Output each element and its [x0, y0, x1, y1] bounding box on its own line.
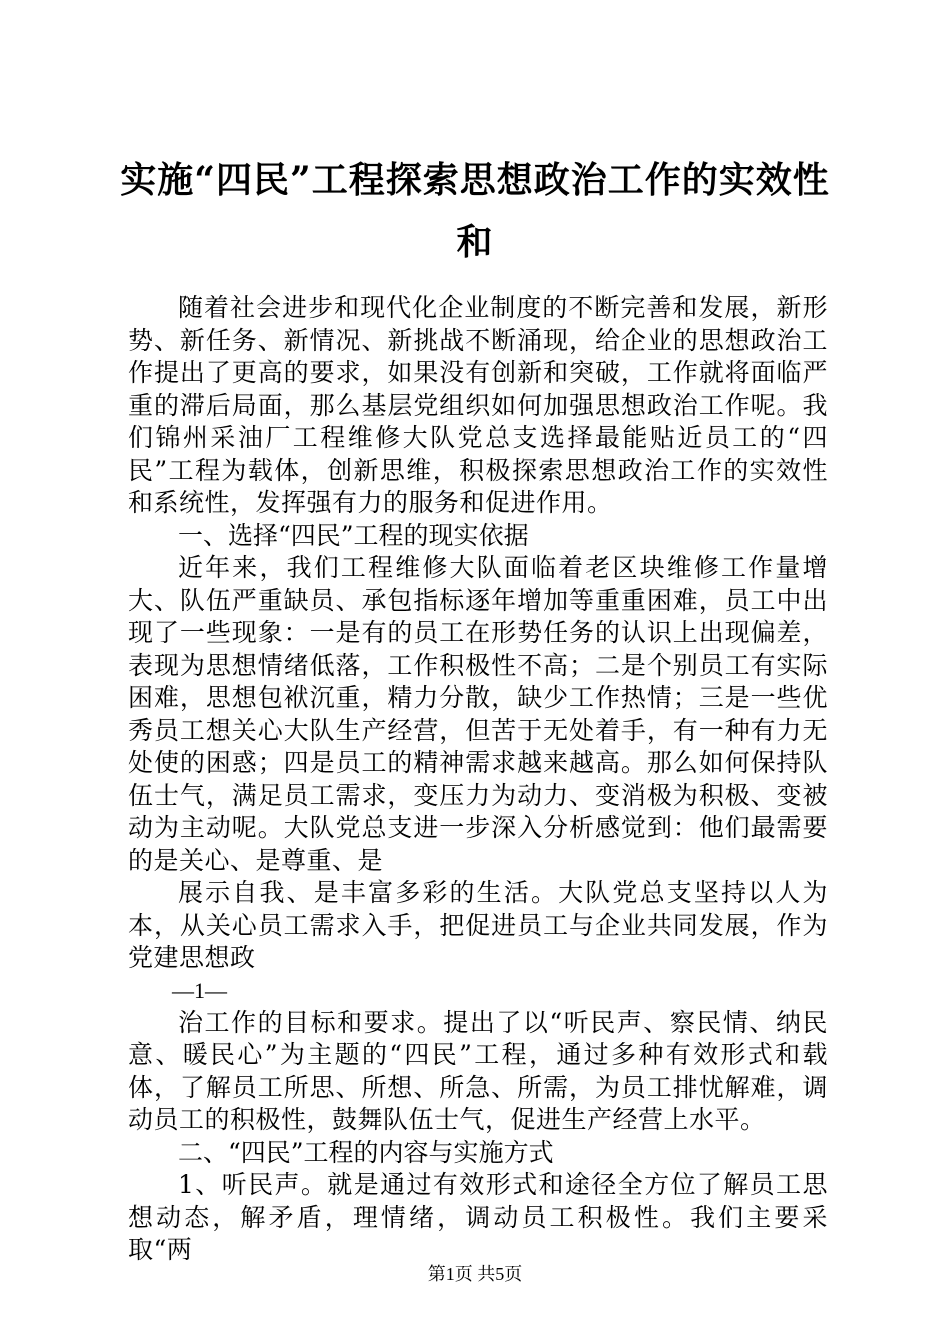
document-body — [128, 292, 828, 1267]
paragraph-needs: 展示自我、是丰富多彩的生活。大队党总支坚持以人为本，从关心员工需求入手，把促进员工与企业共同发展，作为党建思想政 — [128, 878, 828, 972]
paragraph-intro: 随着社会进步和现代化企业制度的不断完善和发展，新形势、新任务、新情况、新挑战不断涌现，给企业的思想政治工作提出了更高的要求，如果没有创新和突破，工作就将面临严重的滞后局面，那么基层党组织如何加强思想政治工作呢。我们锦州采油厂工程维修大队党总支选择最能贴近员工的“四民”工程为载体，创新思维，积极探索思想政治工作的实效性和系统性，发挥强有力的服务和促进作用。 — [128, 293, 828, 517]
page-footer: 第1页 共5页 — [427, 1264, 523, 1284]
inline-page-number: —1— — [172, 977, 227, 1003]
paragraph-background: 近年来，我们工程维修大队面临着老区块维修工作量增大、队伍严重缺员、承包指标逐年增加等重重困难，员工中出现了一些现象：一是有的员工在形势任务的认识上出现偏差，表现为思想情绪低落，工作积极性不高；二是个别员工有实际困难，思想包袱沉重，精力分散，缺少工作热情；三是一些优秀员工想关心大队生产经营，但苦于无处着手，有一种有力无处使的困惑；四是员工的精神需求越来越高。那么如何保持队伍士气，满足员工需求，变压力为动力、变消极为积极、变被动为主动呢。大队党总支进一步深入分析感觉到：他们最需要的是关心、是尊重、是 — [128, 553, 828, 875]
document-title-line-1: 实施“四民”工程探索思想政治工作的实效性 — [120, 159, 830, 201]
section-heading-1: 一、选择“四民”工程的现实依据 — [178, 520, 529, 550]
paragraph-goals: 治工作的目标和要求。提出了以“听民声、察民情、纳民意、暖民心”为主题的“四民”工程，通过多种有效形式和载体，了解员工所思、所想、所急、所需，为员工排忧解难，调动员工的积极性，鼓舞队伍士气，促进生产经营上水平。 — [128, 1007, 828, 1134]
section-heading-2: 二、“四民”工程的内容与实施方式 — [178, 1137, 554, 1167]
document-title-line-2: 和 — [456, 221, 494, 263]
paragraph-listen: 1、听民声。就是通过有效形式和途径全方位了解员工思想动态，解矛盾，理情绪，调动员工积极性。我们主要采取“两 — [128, 1170, 828, 1264]
